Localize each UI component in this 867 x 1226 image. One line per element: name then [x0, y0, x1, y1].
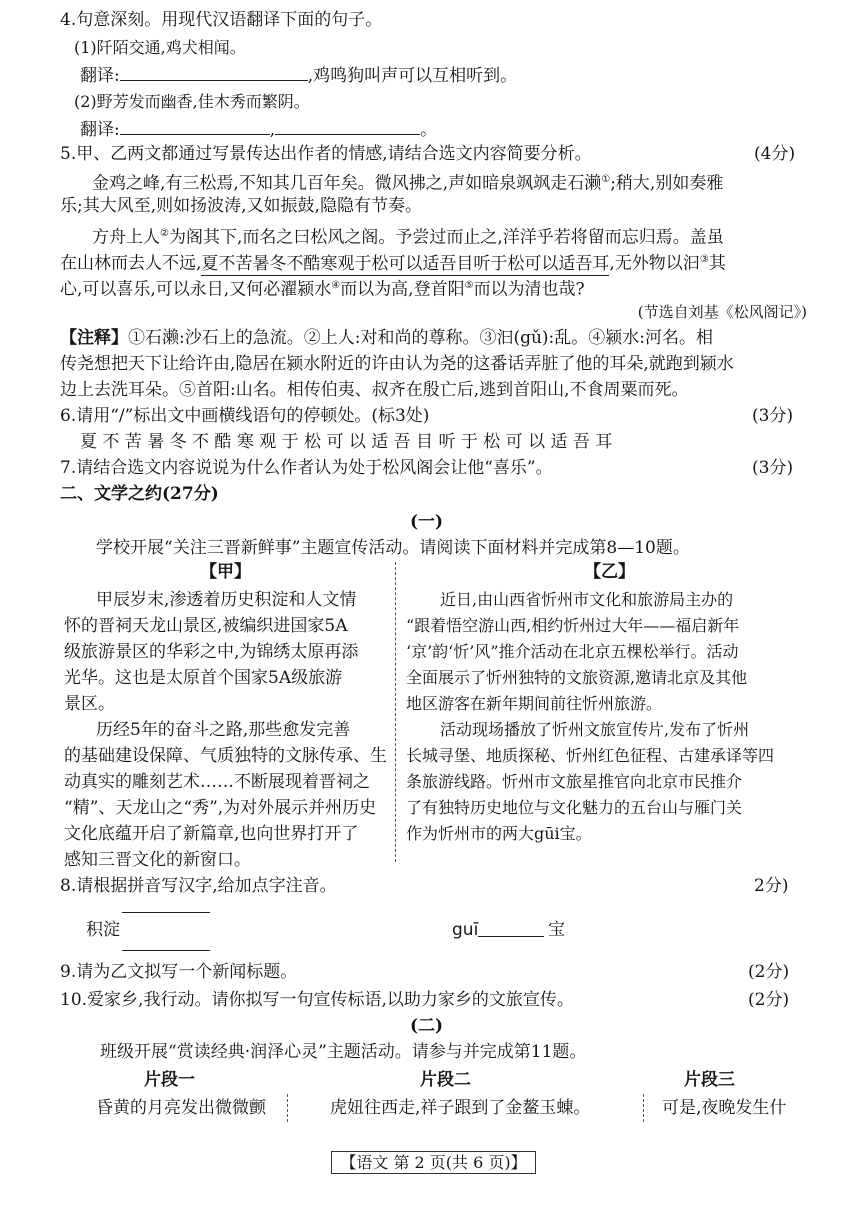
- passage-line-1: [92, 168, 723, 196]
- passage-text: 为阁其下,而名之曰松风之阁。予尝过而止之,洋洋乎若将留而忘归焉。盖虽: [168, 227, 724, 248]
- q8-answer-line-top[interactable]: [122, 912, 210, 913]
- q7-title: 7.请结合选文内容说说为什么作者认为处于松风阁会让他“喜乐”。: [60, 458, 553, 478]
- jia-line: “精”、天龙山之“秀”,为对外展示并州历史: [64, 798, 377, 818]
- section2-part1: (一): [410, 512, 444, 532]
- jia-line: 历经5年的奋斗之路,那些愈发完善: [96, 720, 351, 740]
- footnote-marker: ①: [601, 174, 611, 185]
- q9-title: 9.请为乙文拟写一个新闻标题。: [60, 962, 298, 982]
- jia-line: 级旅游景区的华彩之中,为锦绣太原再添: [64, 642, 359, 662]
- jia-heading: 【甲】: [200, 562, 251, 582]
- q4-translation-1-tail: ,鸡鸣狗叫声可以互相听到。: [307, 66, 518, 86]
- fragment-3-heading: 片段三: [684, 1070, 735, 1090]
- column-divider: [395, 562, 396, 862]
- q6-sentence[interactable]: 夏 不 苦 暑 冬 不 酷 寒 观 于 松 可 以 适 吾 目 听 于 松 可 以 适 吾 耳: [80, 432, 613, 452]
- passage-line-5: [60, 274, 585, 302]
- q10-score: (2分): [748, 990, 790, 1010]
- footer-text: 【语文 第 2 页(共 6 页)】: [331, 1151, 535, 1174]
- section2-intro2: 班级开展“赏读经典·润泽心灵”主题活动。请参与并完成第11题。: [100, 1042, 587, 1062]
- yi-line: 全面展示了忻州独特的文旅资源,邀请北京及其他: [406, 668, 748, 687]
- q4-sentence-1: (1)阡陌交通,鸡犬相闻。: [74, 38, 246, 57]
- footnote-marker: ②: [160, 228, 169, 239]
- q4-translation-1: [80, 62, 517, 88]
- passage-line-4: [60, 248, 726, 276]
- yi-line: “跟着悟空游山西,相约忻州过大年——福启新年: [406, 616, 740, 635]
- footnote-marker: ⑤: [464, 280, 474, 291]
- q4-translation-2: [80, 116, 437, 142]
- passage-text: 方舟上人: [92, 227, 160, 248]
- yi-line: 长城寻堡、地质探秘、忻州红色征程、古建承译等四: [406, 746, 775, 765]
- jia-line: 感知三晋文化的新窗口。: [64, 850, 251, 870]
- jia-line: 文化底蕴开启了新篇章,也向世界打开了: [64, 824, 359, 844]
- jia-line: 怀的晋祠天龙山景区,被编织进国家5A: [64, 616, 348, 636]
- notes-text: ①石濑:沙石上的急流。②上人:对和尚的尊称。③汩(gǔ):乱。④颍水:河名。相: [128, 328, 714, 348]
- notes-line-3: 边上去洗耳朵。⑤首阳:山名。相传伯夷、叔齐在殷亡后,逃到首阳山,不食周粟而死。: [60, 380, 689, 400]
- footnote-marker: ④: [331, 280, 341, 291]
- passage-text: 而以为清也哉?: [473, 279, 585, 300]
- jia-line: 甲辰岁末,渗透着历史积淀和人文情: [96, 590, 357, 610]
- q8-word-text: 积淀: [86, 920, 120, 940]
- q8-pinyin: guī: [452, 920, 479, 940]
- passage-text: ;稍大,别如奏雅: [610, 173, 724, 194]
- q7-score: (3分): [752, 458, 794, 478]
- q10-title: 10.爱家乡,我行动。请你拟写一句宣传标语,以助力家乡的文旅宣传。: [60, 990, 574, 1010]
- jia-line: 的基础建设保障、气质独特的文脉传承、生: [64, 746, 387, 766]
- passage-text: 心,可以喜乐,可以永日,又何必濯颍水: [60, 279, 332, 300]
- yi-heading: 【乙】: [584, 562, 635, 582]
- q4-translation-2-tail: 。: [420, 120, 438, 140]
- q4-translation-2-comma: ,: [269, 120, 276, 140]
- passage-text: ,无外物以汩: [609, 253, 700, 274]
- q4-translation-2-label: 翻译:: [80, 120, 120, 140]
- q5-score: (4分): [754, 144, 796, 164]
- passage-line-3: [92, 222, 724, 250]
- fragment-divider-2: [643, 1094, 644, 1122]
- q8-score: 2分): [754, 876, 789, 896]
- q4-translation-1-label: 翻译:: [80, 66, 120, 86]
- q6-score: (3分): [752, 406, 794, 426]
- fragment-2-text: 虎妞往西走,祥子跟到了金鳌玉蝀。: [330, 1098, 591, 1118]
- yi-line: 近日,由山西省忻州市文化和旅游局主办的: [440, 590, 734, 609]
- q4-sentence-2: (2)野芳发而幽香,佳木秀而繁阴。: [74, 92, 310, 111]
- passage-line-2: 乐;其大风至,则如扬波涛,又如振鼓,隐隐有节奏。: [60, 196, 422, 216]
- footnote-marker: ③: [699, 254, 709, 265]
- notes-line-1: [60, 326, 713, 350]
- passage-text: 金鸡之峰,有三松焉,不知其几百年矣。微风拂之,声如暗泉飒飒走石濑: [92, 173, 602, 194]
- passage-text: 其: [708, 253, 726, 274]
- q8-bao: 宝: [548, 920, 565, 940]
- q4-answer-blank-2a[interactable]: [120, 116, 270, 135]
- notes-label: 【注释】: [60, 328, 128, 348]
- passage-text: 在山林而去人不远,: [60, 253, 202, 274]
- yi-line: 了有独特历史地位与文化魅力的五台山与雁门关: [406, 798, 743, 817]
- fragment-divider-1: [287, 1094, 288, 1122]
- q8-title: 8.请根据拼音写汉字,给加点字注音。: [60, 876, 337, 896]
- q6-title: 6.请用“/”标出文中画横线语句的停顿处。(标3处): [60, 406, 430, 426]
- q8-answer-line-bottom[interactable]: [122, 950, 210, 951]
- yi-line: ‘京’韵‘忻’风”推介活动在北京五棵松举行。活动: [406, 642, 739, 661]
- fragment-2-heading: 片段二: [420, 1070, 471, 1090]
- q4-answer-blank-2b[interactable]: [275, 116, 420, 135]
- section2-title: 二、文学之约(27分): [60, 484, 219, 504]
- q8-pinyin-blank[interactable]: [478, 936, 544, 937]
- passage-source: (节选自刘基《松风阁记》): [637, 303, 807, 321]
- q8-word: [86, 918, 120, 942]
- yi-line: 作为忻州市的两大gūi宝。: [406, 824, 592, 843]
- jia-line: 动真实的雕刻艺术……不断展现着晋祠之: [64, 772, 370, 792]
- fragment-3-text: 可是,夜晚发生什: [662, 1098, 787, 1118]
- q9-score: (2分): [748, 962, 790, 982]
- jia-line: 景区。: [64, 694, 115, 714]
- fragment-1-text: 昏黄的月亮发出微微颤: [96, 1098, 266, 1118]
- underlined-sentence: 夏不苦暑冬不酷寒观于松可以适吾目听于松可以适吾耳: [201, 253, 610, 274]
- q4-title: 4.句意深刻。用现代汉语翻译下面的句子。: [60, 10, 383, 30]
- q4-answer-blank-1[interactable]: [120, 62, 308, 81]
- fragment-1-heading: 片段一: [144, 1070, 195, 1090]
- notes-line-2: 传尧想把天下让给许由,隐居在颍水附近的许由认为尧的这番话弄脏了他的耳朵,就跑到颍水: [60, 354, 734, 374]
- section2-part2: (二): [410, 1016, 444, 1036]
- passage-text: 而以为高,登首阳: [340, 279, 465, 300]
- q5-title: 5.甲、乙两文都通过写景传达出作者的情感,请结合选文内容简要分析。: [60, 144, 592, 164]
- yi-line: 活动现场播放了忻州文旅宣传片,发布了忻州: [440, 720, 750, 739]
- yi-line: 条旅游线路。忻州市文旅星推官向北京市民推介: [406, 772, 743, 791]
- jia-line: 光华。这也是太原首个国家5A级旅游: [64, 668, 343, 688]
- yi-line: 地区游客在新年期间前往忻州旅游。: [406, 694, 663, 713]
- page-footer: [0, 1152, 867, 1174]
- section2-intro1: 学校开展“关注三晋新鲜事”主题宣传活动。请阅读下面材料并完成第8—10题。: [96, 538, 690, 558]
